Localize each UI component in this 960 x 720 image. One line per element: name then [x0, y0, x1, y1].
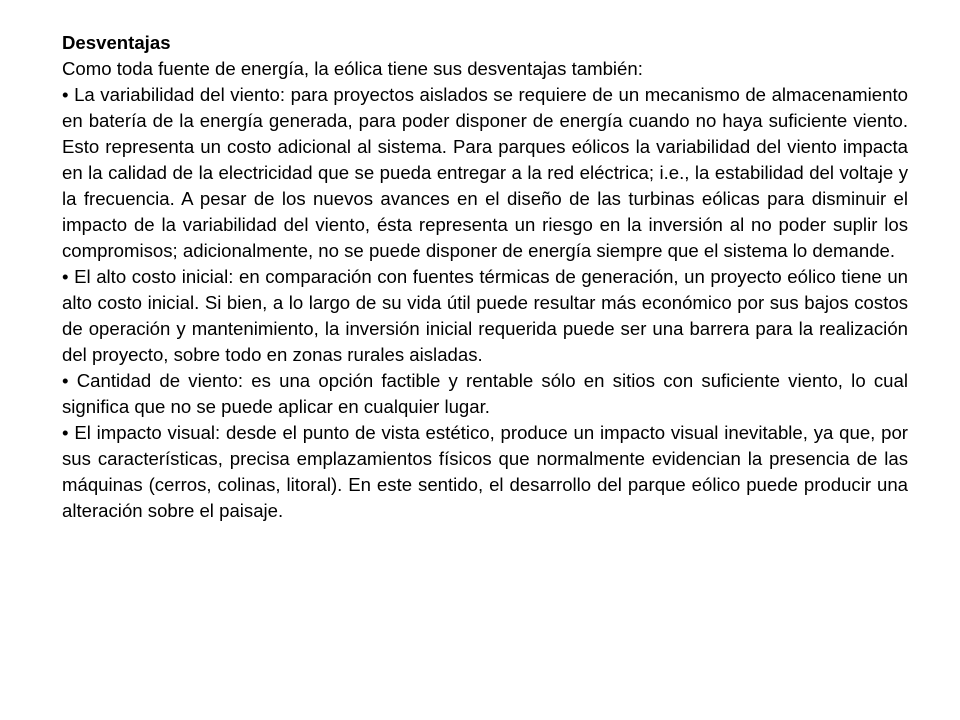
- intro-sentence: Como toda fuente de energía, la eólica tiene sus desventajas también:: [62, 58, 643, 79]
- bullet-text: El impacto visual: desde el punto de vista estético, produce un impacto visual inevitable, ya que, por sus características, precisa emplazamientos físicos que normalmente evidencian la presencia de las máquinas (cerros, colinas, litoral). En este sentido, el desarrollo del parque eólico puede producir una alteración sobre el paisaje.: [62, 422, 909, 521]
- bullet-marker: •: [62, 84, 69, 105]
- bullet-text: El alto costo inicial: en comparación con fuentes térmicas de generación, un proyecto eólico tiene un alto costo inicial. Si bien, a lo largo de su vida útil puede resultar más económico por sus bajos costos de operación y mantenimiento, la inversión inicial requerida puede ser una barrera para la realización del proyecto, sobre todo en zonas rurales aisladas.: [62, 266, 909, 365]
- section-heading: Desventajas: [62, 32, 171, 53]
- bullet-paragraph-wind-variability: [62, 82, 908, 264]
- slide-text-body: [62, 30, 908, 524]
- bullet-text: Cantidad de viento: es una opción factible y rentable sólo en sitios con suficiente viento, lo cual significa que no se puede aplicar en cualquier lugar.: [62, 370, 908, 417]
- bullet-marker: •: [62, 370, 69, 391]
- bullet-text: La variabilidad del viento: para proyectos aislados se requiere de un mecanismo de almacenamiento en batería de la energía generada, para poder disponer de energía cuando no haya suficiente viento. Esto representa un costo adicional al sistema. Para parques eólicos la variabilidad del viento impacta en la calidad de la electricidad que se pueda entregar a la red eléctrica; i.e., la estabilidad del voltaje y la frecuencia. A pesar de los nuevos avances en el diseño de las turbinas eólicas para disminuir el impacto de la variabilidad del viento, ésta representa un riesgo en la inversión al no poder suplir los compromisos; adicionalmente, no se puede disponer de energía siempre que el sistema lo demande.: [62, 84, 908, 261]
- bullet-marker: •: [62, 266, 69, 287]
- bullet-paragraph-initial-cost: [62, 264, 908, 368]
- bullet-paragraph-wind-amount: [62, 368, 908, 420]
- bullet-marker: •: [62, 422, 69, 443]
- bullet-paragraph-visual-impact: [62, 420, 908, 524]
